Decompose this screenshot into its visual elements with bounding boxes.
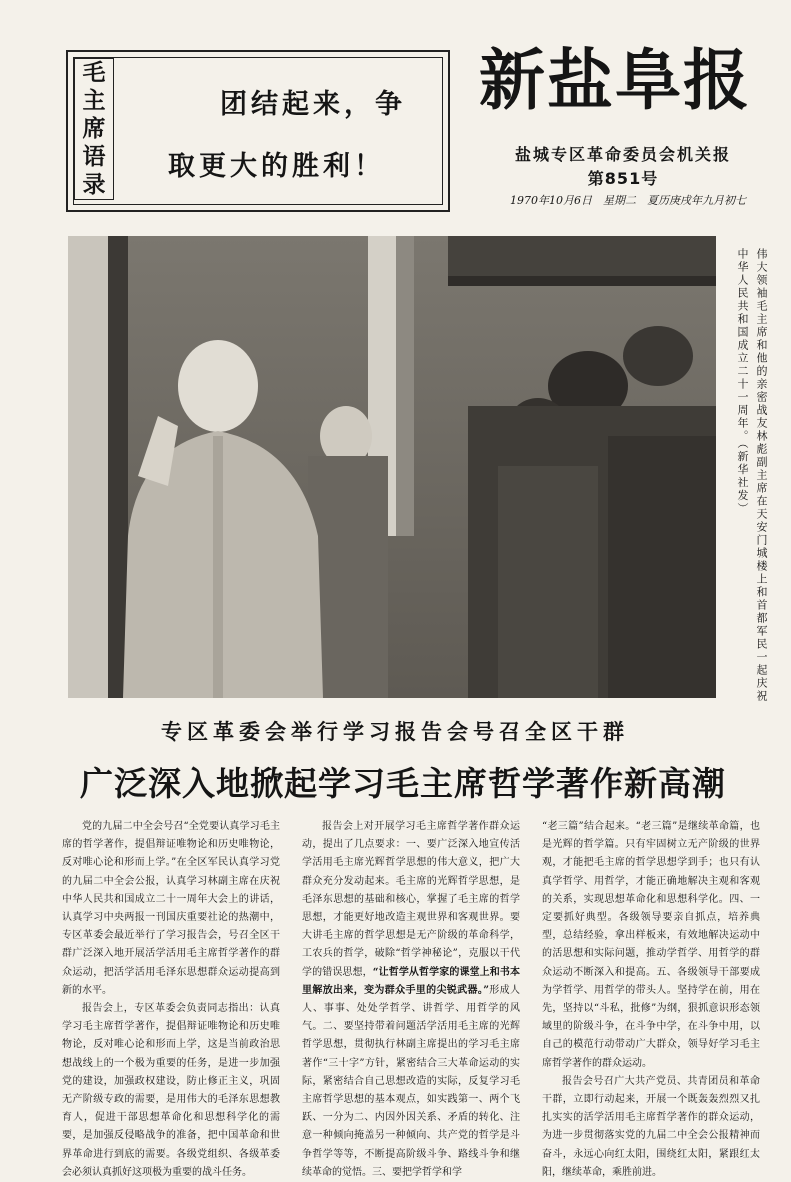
article-subheadline: 专区革委会举行学习报告会号召全区干群	[161, 719, 629, 744]
article-text: 报告会上对开展学习毛主席哲学著作群众运动，提出了几点要求：一、要广泛深入地宣传活学活用毛主席光辉哲学思想的伟大意义，把广大群众充分发动起来。毛主席的光辉哲学思想，是毛泽东思想的基础和核心，掌握了毛主席的哲学思想，才能更好地改造主观世界和客观世界。要大讲毛主席的哲学思想是无产阶级的革命科学，工农兵的哲学，破除“哲学神秘论”，克服以干代学的错误思想，	[302, 821, 520, 978]
article-paragraph: “老三篇”结合起来。“老三篇”是继续革命篇，也是光辉的哲学篇。只有牢固树立无产阶级的世界观，才能把毛主席的哲学思想学到手；也只有认真学哲学、用哲学，才能正确地解决主观和客观的关系，实现思想革命化和思想科学化。四、一定要抓好典型。各级领导要亲自抓点，培养典型，总结经验，拿出样板来，有效地解决运动中的活思想和实际问题，推动学哲学、用哲学的群众运动不断深入和提高。五、各级领导干部要成为学哲学、用哲学的带头人。坚持学在前，用在先，坚持以“斗私，批修”为纲，狠抓意识形态领域里的阶级斗争，在斗争中学，在斗争中用，以自己的模范行动带动广大群众，领导好学习毛主席哲学著作的群众运动。	[542, 821, 760, 1069]
newspaper-title: 新盐阜报	[479, 42, 751, 119]
quotation-label-char: 主	[82, 87, 106, 114]
article-paragraph: 报告会上，专区革委会负责同志指出：认真学习毛主席哲学著作，提倡辩证唯物论和历史唯物论，反对唯心论和形而上学，这是当前政治思想战线上的一个极为重要的任务，是进一步加强党的建设，加强政权建设，防止修正主义，巩固无产阶级专政的需要，是用伟大的毛泽东思想教育人，促进干部思想革命化和思想科学化的需要，是加强反侵略战争的准备，把中国革命和世界革命进行到底的需要。各级党组织、各级革委会必须认真抓好这项极为重要的战斗任务。	[62, 1003, 280, 1178]
quotation-line-1: 团结起来，争	[220, 89, 406, 120]
photo-caption: 伟大领袖毛主席和他的亲密战友林彪副主席在天安门城楼上和首都军民一起庆祝中华人民共和国成立二十一周年。（新华社发）	[736, 248, 768, 703]
article-paragraph: 党的九届二中全会号召“全党要认真学习毛主席的哲学著作，提倡辩证唯物论和历史唯物论，反对唯心论和形而上学。”在全区军民认真学习党的九届二中全会公报，认真学习林副主席在庆祝中华人民共和国成立二十一周年大会上的讲话，认真学习中央两报一刊国庆重要社论的热潮中，专区革委会最近举行了学习报告会，号召全区干群广泛深入地开展活学活用毛主席哲学著作的群众运动，把活学活用毛泽东思想群众运动提高到新的水平。	[62, 821, 280, 996]
article-paragraph: 报告会号召广大共产党员、共青团员和革命干群，立即行动起来，开展一个既轰轰烈烈又扎扎实实的活学活用毛主席哲学著作的群众运动，为进一步贯彻落实党的九届二中全会公报精神而奋斗，永远心向红太阳，围绕红太阳，紧跟红太阳，继续革命，乘胜前进。	[542, 1075, 760, 1178]
issue-number: 第851号	[587, 169, 659, 188]
quotation-box	[66, 50, 450, 212]
quotation-label-char: 毛	[82, 59, 106, 86]
article-column-1	[62, 818, 280, 1182]
quotation-label-char: 录	[82, 171, 106, 198]
quotation-label-char: 席	[82, 115, 106, 142]
front-page-photo	[68, 236, 716, 698]
article-column-2	[302, 818, 520, 1182]
quotation-label	[74, 58, 114, 200]
newspaper-publisher: 盐城专区革命委员会机关报	[514, 145, 731, 164]
quotation-label-char: 语	[82, 143, 106, 170]
article-quote-bold: “让哲学从哲学家的课堂上和书本里解放出来，变为群众手里的尖锐武器。”	[302, 966, 520, 996]
photo-illustration	[68, 236, 716, 698]
issue-date: 1970年10月6日 星期二 夏历庚戌年九月初七	[510, 194, 746, 207]
quotation-line-2: 取更大的胜利！	[168, 151, 385, 182]
article-headline: 广泛深入地掀起学习毛主席哲学著作新高潮	[80, 764, 726, 803]
article-column-3	[542, 818, 760, 1182]
article-text: 形成人人、事事、处处学哲学、讲哲学、用哲学的风气。二、要坚持带着问题活学活用毛主席的光辉哲学思想，贯彻执行林副主席提出的学习毛主席著作“三十字”方针，紧密结合三大革命运动的实际，紧密结合自己思想改造的实际，反复学习毛主席哲学思想的基本观点，如实践第一、两个飞跃、一分为二、内因外因关系、矛盾的转化、注意一种倾向掩盖另一种倾向、共产党的哲学是斗争哲学等等，不断提高阶级斗争、路线斗争和继续革命的觉悟。三、要把学哲学和学	[302, 984, 520, 1178]
article-paragraph	[302, 818, 520, 1182]
